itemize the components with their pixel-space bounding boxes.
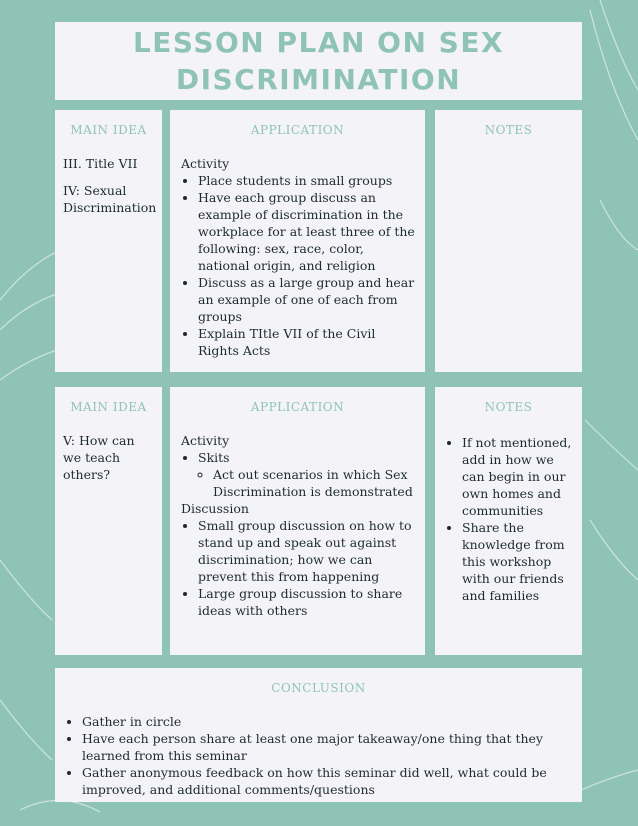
section2-notes-list	[445, 434, 576, 604]
section1-activity-list	[181, 172, 417, 359]
conclusion-list	[65, 713, 562, 798]
list-item: • Place students in small groups	[198, 172, 417, 189]
list-item: • Gather in circle	[82, 713, 562, 730]
section2-notes-header: NOTES	[484, 400, 533, 414]
section1-notes-header: NOTES	[484, 123, 533, 137]
skits-sublist	[198, 466, 417, 500]
conclusion-header: CONCLUSION	[271, 681, 366, 695]
section1-main-idea-header: MAIN IDEA	[70, 123, 147, 137]
section1-application-column	[170, 110, 425, 372]
section2-main-idea-column	[55, 387, 162, 655]
section2-notes-column	[435, 387, 582, 655]
section1-main-idea-column	[55, 110, 162, 372]
list-item: • Large group discussion to share ideas with others	[198, 585, 417, 619]
list-item: • Have each person share at least one major takeaway/one thing that they learned from this seminar	[82, 730, 562, 764]
skits-label: Skits	[198, 450, 230, 465]
list-item: • Gather anonymous feedback on how this seminar did well, what could be improved, and additional comments/questions	[82, 764, 562, 798]
page-title: LESSON PLAN ON SEX DISCRIMINATION	[132, 26, 505, 96]
section2-activity-list	[181, 449, 417, 500]
section1-notes-column	[435, 110, 582, 372]
list-item: • Explain TItle VII of the Civil Rights Acts	[198, 325, 417, 359]
section2-application-header: APPLICATION	[250, 400, 345, 414]
section1-main-idea-1: III. Title VII	[63, 156, 138, 171]
section2-application-column	[170, 387, 425, 655]
section1-activity-label: Activity	[181, 156, 230, 171]
section2-activity-label: Activity	[181, 433, 230, 448]
section2-main-idea-header: MAIN IDEA	[70, 400, 147, 414]
section2-main-idea: V: How can we teach others?	[63, 433, 135, 482]
list-item: • Small group discussion on how to stand up and speak out against discrimination; how we can prevent this from happening	[198, 517, 417, 585]
list-item: • Have each group discuss an example of discrimination in the workplace for at least three of the following: sex, race, color, national origin, and religion	[198, 189, 417, 274]
title-panel	[55, 22, 582, 100]
section2-discussion-label: Discussion	[181, 501, 249, 516]
section1-application-header: APPLICATION	[250, 123, 345, 137]
list-item	[198, 449, 417, 500]
conclusion-panel	[55, 668, 582, 802]
list-item: • Share the knowledge from this workshop with our friends and families	[462, 519, 576, 604]
section2-discussion-list	[181, 517, 417, 619]
list-item: ◦ Act out scenarios in which Sex Discrimination is demonstrated	[213, 466, 417, 500]
list-item: • Discuss as a large group and hear an example of one of each from groups	[198, 274, 417, 325]
list-item: • If not mentioned, add in how we can begin in our own homes and communities	[462, 434, 576, 519]
section1-main-idea-2: IV: Sexual Discrimination	[63, 183, 157, 215]
